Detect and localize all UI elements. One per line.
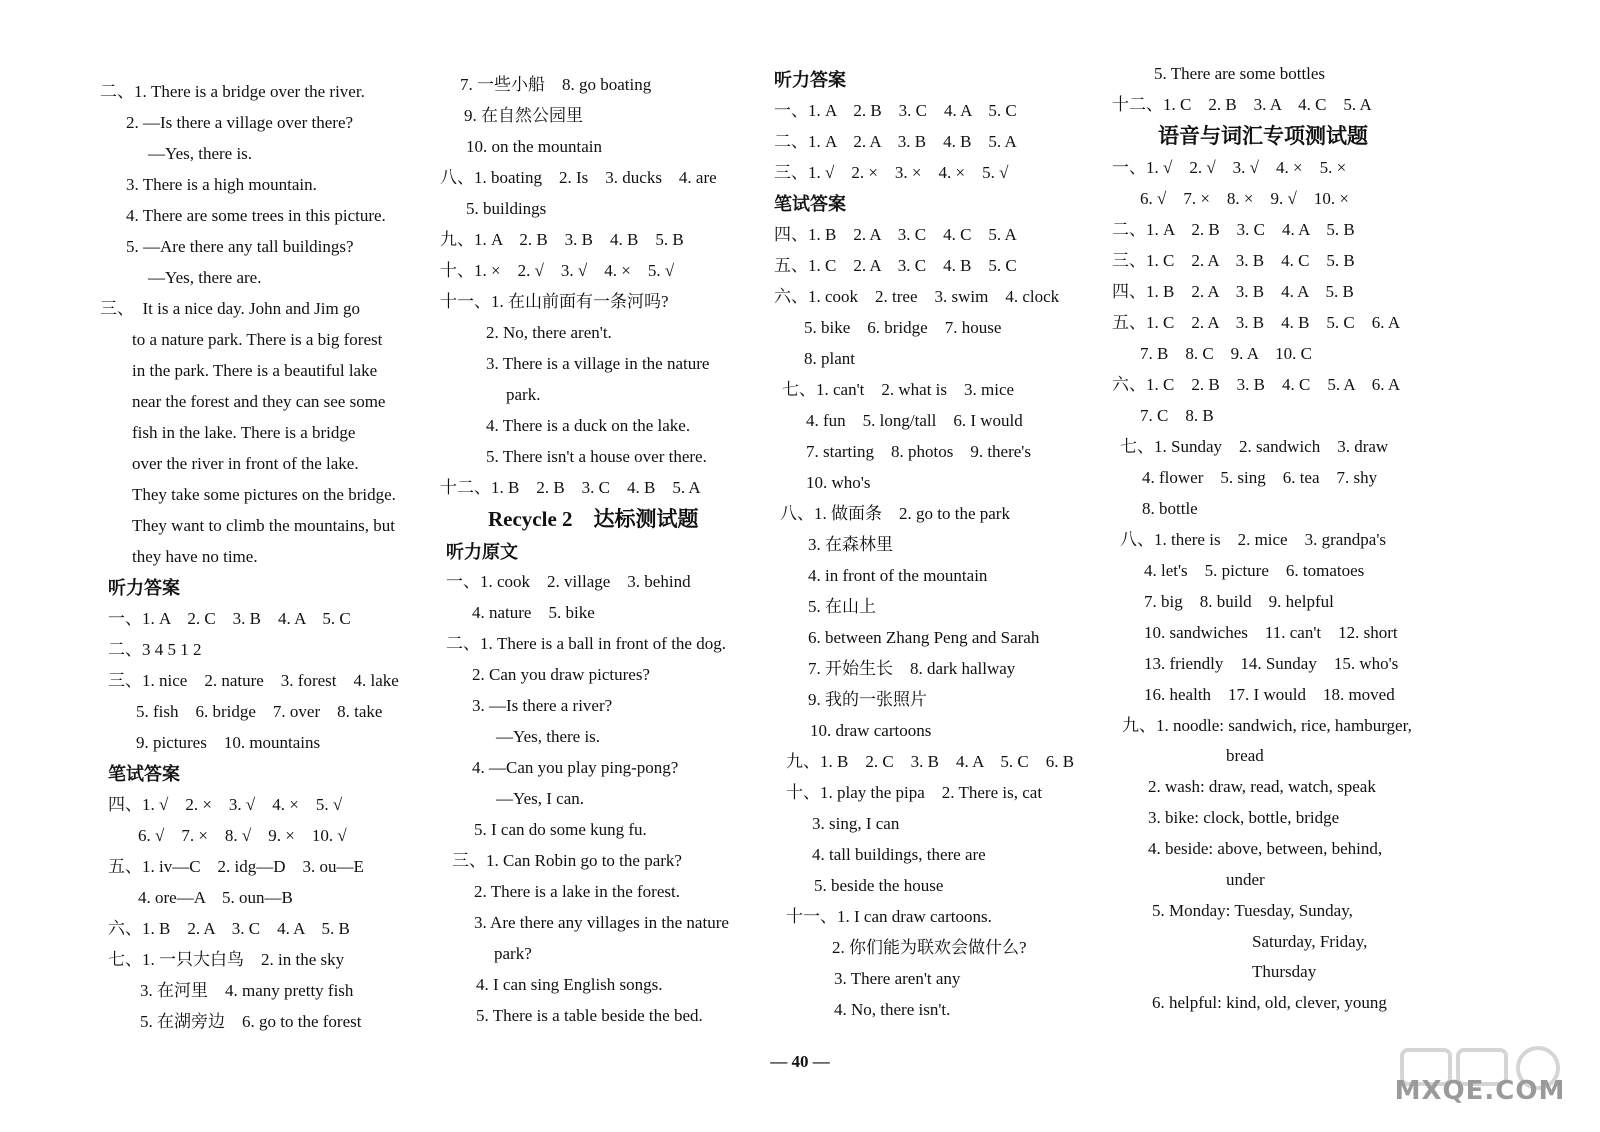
- answer-line: 9. pictures 10. mountains: [136, 733, 321, 752]
- answer-line: 10. draw cartoons: [810, 721, 932, 740]
- answer-line: 4. beside: above, between, behind,: [1148, 839, 1383, 858]
- answer-line: 九、1. B 2. C 3. B 4. A 5. C 6. B: [786, 752, 1075, 771]
- answer-line: 听力答案: [108, 578, 180, 598]
- answer-line: 笔试答案: [108, 764, 180, 784]
- answer-line: 四、1. √ 2. × 3. √ 4. × 5. √: [108, 795, 343, 814]
- answer-line: 5. beside the house: [814, 876, 944, 895]
- answer-line: 七、1. can't 2. what is 3. mice: [782, 380, 1015, 399]
- answer-line: —Yes, there is.: [148, 144, 253, 163]
- answer-line: 4. No, there isn't.: [834, 1000, 951, 1019]
- answer-line: under: [1226, 870, 1265, 889]
- answer-line: 5. —Are there any tall buildings?: [126, 237, 354, 256]
- answer-line: 十二、1. C 2. B 3. A 4. C 5. A: [1112, 95, 1372, 114]
- answer-line: 2. wash: draw, read, watch, speak: [1148, 777, 1376, 796]
- answer-line: 一、1. cook 2. village 3. behind: [446, 572, 691, 591]
- answer-line: 10. who's: [806, 473, 871, 492]
- answer-line: 5. There isn't a house over there.: [486, 447, 707, 466]
- answer-line: 3. —Is there a river?: [472, 696, 613, 715]
- answer-line: 7. C 8. B: [1140, 406, 1214, 425]
- answer-line: 二、1. There is a ball in front of the dog.: [446, 634, 726, 653]
- answer-line: 2. —Is there a village over there?: [126, 113, 354, 132]
- answer-line: 5. 在山上: [808, 597, 876, 616]
- answer-line: 二、1. A 2. B 3. C 4. A 5. B: [1112, 220, 1355, 239]
- answer-line: 听力答案: [774, 70, 846, 90]
- answer-line: 7. big 8. build 9. helpful: [1144, 592, 1334, 611]
- answer-line: 3. There is a high mountain.: [126, 175, 317, 194]
- answer-line: 7. 开始生长 8. dark hallway: [808, 659, 1016, 678]
- answer-line: 二、1. There is a bridge over the river.: [100, 82, 365, 101]
- answer-line: 16. health 17. I would 18. moved: [1144, 685, 1395, 704]
- answer-line: 三、1. C 2. A 3. B 4. C 5. B: [1112, 251, 1355, 270]
- answer-line: to a nature park. There is a big forest: [132, 330, 383, 349]
- answer-line: 二、1. A 2. A 3. B 4. B 5. A: [774, 132, 1017, 151]
- answer-line: 2. There is a lake in the forest.: [474, 882, 680, 901]
- answer-line: 十、1. play the pipa 2. There is, cat: [786, 783, 1043, 802]
- answer-line: 4. There are some trees in this picture.: [126, 206, 386, 225]
- answer-line: 一、1. √ 2. √ 3. √ 4. × 5. ×: [1112, 158, 1347, 177]
- answer-line: 七、1. Sunday 2. sandwich 3. draw: [1120, 437, 1389, 456]
- answer-line: Recycle 2 达标测试题: [488, 507, 699, 531]
- answer-line: near the forest and they can see some: [132, 392, 386, 411]
- answer-line: Thursday: [1252, 962, 1317, 981]
- answer-line: 3. Are there any villages in the nature: [474, 913, 729, 932]
- answer-line: 3. bike: clock, bottle, bridge: [1148, 808, 1340, 827]
- answer-line: They want to climb the mountains, but: [132, 516, 395, 535]
- answer-line: 3. sing, I can: [812, 814, 900, 833]
- answer-line: 三、1. Can Robin go to the park?: [452, 851, 682, 870]
- answer-line: 8. plant: [804, 349, 855, 368]
- answer-line: 3. 在河里 4. many pretty fish: [140, 981, 354, 1000]
- answer-line: park?: [494, 944, 532, 963]
- answer-line: 三、1. nice 2. nature 3. forest 4. lake: [108, 671, 399, 690]
- answer-line: fish in the lake. There is a bridge: [132, 423, 356, 442]
- answer-line: over the river in front of the lake.: [132, 454, 359, 473]
- answer-line: 五、1. iv—C 2. idg—D 3. ou—E: [108, 857, 364, 876]
- answer-line: 4. let's 5. picture 6. tomatoes: [1144, 561, 1365, 580]
- answer-column-3: [774, 0, 1144, 1132]
- answer-line: 6. between Zhang Peng and Sarah: [808, 628, 1040, 647]
- answer-line: 六、1. C 2. B 3. B 4. C 5. A 6. A: [1112, 375, 1401, 394]
- answer-line: 4. —Can you play ping-pong?: [472, 758, 679, 777]
- answer-line: 2. No, there aren't.: [486, 323, 612, 342]
- answer-line: 听力原文: [446, 542, 518, 562]
- answer-line: 4. There is a duck on the lake.: [486, 416, 691, 435]
- answer-line: 4. fun 5. long/tall 6. I would: [806, 411, 1023, 430]
- answer-line: —Yes, there are.: [148, 268, 262, 287]
- answer-line: 13. friendly 14. Sunday 15. who's: [1144, 654, 1399, 673]
- answer-line: 六、1. B 2. A 3. C 4. A 5. B: [108, 919, 350, 938]
- answer-line: 5. 在湖旁边 6. go to the forest: [140, 1012, 362, 1031]
- answer-line: park.: [506, 385, 541, 404]
- answer-line: bread: [1226, 746, 1264, 765]
- answer-line: 五、1. C 2. A 3. C 4. B 5. C: [774, 256, 1017, 275]
- answer-line: 5. There is a table beside the bed.: [476, 1006, 703, 1025]
- answer-line: 2. 你们能为联欢会做什么?: [832, 938, 1027, 957]
- answer-line: 4. flower 5. sing 6. tea 7. shy: [1142, 468, 1378, 487]
- answer-line: 3. 在森林里: [808, 535, 893, 554]
- answer-line: 5. buildings: [466, 199, 547, 218]
- watermark-text: MXQE.COM: [1394, 1076, 1566, 1106]
- answer-line: 3. There is a village in the nature: [486, 354, 710, 373]
- answer-line: 5. bike 6. bridge 7. house: [804, 318, 1002, 337]
- answer-line: 2. Can you draw pictures?: [472, 665, 650, 684]
- answer-line: 一、1. A 2. C 3. B 4. A 5. C: [108, 609, 351, 628]
- answer-line: 五、1. C 2. A 3. B 4. B 5. C 6. A: [1112, 313, 1401, 332]
- answer-line: 9. 在自然公园里: [464, 106, 583, 125]
- answer-line: —Yes, I can.: [496, 789, 584, 808]
- answer-line: 5. There are some bottles: [1154, 64, 1326, 83]
- answer-line: 七、1. 一只大白鸟 2. in the sky: [108, 950, 345, 969]
- answer-line: 九、1. noodle: sandwich, rice, hamburger,: [1122, 716, 1412, 735]
- answer-line: Saturday, Friday,: [1252, 932, 1368, 951]
- answer-line: 三、1. √ 2. × 3. × 4. × 5. √: [774, 163, 1009, 182]
- answer-line: 笔试答案: [774, 194, 846, 214]
- answer-line: 十、1. × 2. √ 3. √ 4. × 5. √: [440, 261, 675, 280]
- answer-line: 4. in front of the mountain: [808, 566, 988, 585]
- answer-line: 7. B 8. C 9. A 10. C: [1140, 344, 1312, 363]
- answer-line: 10. sandwiches 11. can't 12. short: [1144, 623, 1398, 642]
- answer-line: 4. I can sing English songs.: [476, 975, 663, 994]
- answer-line: 5. fish 6. bridge 7. over 8. take: [136, 702, 383, 721]
- answer-line: 6. √ 7. × 8. √ 9. × 10. √: [138, 826, 347, 845]
- answer-line: 9. 我的一张照片: [808, 690, 927, 709]
- answer-line: 三、 It is a nice day. John and Jim go: [100, 299, 360, 318]
- answer-line: 十二、1. B 2. B 3. C 4. B 5. A: [440, 478, 701, 497]
- answer-column-4: [1112, 0, 1482, 1132]
- answer-line: 7. 一些小船 8. go boating: [460, 75, 652, 94]
- answer-line: 二、3 4 5 1 2: [108, 640, 202, 659]
- answer-line: 8. bottle: [1142, 499, 1198, 518]
- answer-line: they have no time.: [132, 547, 258, 566]
- answer-line: 四、1. B 2. A 3. B 4. A 5. B: [1112, 282, 1354, 301]
- answer-line: 6. helpful: kind, old, clever, young: [1152, 993, 1387, 1012]
- answer-line: They take some pictures on the bridge.: [132, 485, 396, 504]
- answer-line: 5. Monday: Tuesday, Sunday,: [1152, 901, 1353, 920]
- answer-line: 10. on the mountain: [466, 137, 602, 156]
- answer-line: 语音与词汇专项测试题: [1158, 124, 1368, 148]
- answer-line: 7. starting 8. photos 9. there's: [806, 442, 1031, 461]
- answer-line: 6. √ 7. × 8. × 9. √ 10. ×: [1140, 189, 1349, 208]
- answer-line: 3. There aren't any: [834, 969, 961, 988]
- page-number: — 40 —: [770, 1052, 830, 1071]
- answer-line: 4. ore—A 5. oun—B: [138, 888, 293, 907]
- answer-line: 4. nature 5. bike: [472, 603, 595, 622]
- answer-column-2: [440, 0, 810, 1132]
- answer-line: in the park. There is a beautiful lake: [132, 361, 378, 380]
- answer-line: —Yes, there is.: [496, 727, 601, 746]
- answer-line: 四、1. B 2. A 3. C 4. C 5. A: [774, 225, 1017, 244]
- answer-line: 八、1. there is 2. mice 3. grandpa's: [1120, 530, 1387, 549]
- answer-line: 一、1. A 2. B 3. C 4. A 5. C: [774, 101, 1017, 120]
- answer-line: 十一、1. 在山前面有一条河吗?: [440, 292, 669, 311]
- answer-line: 九、1. A 2. B 3. B 4. B 5. B: [440, 230, 684, 249]
- answer-line: 八、1. 做面条 2. go to the park: [780, 504, 1010, 523]
- answer-line: 八、1. boating 2. Is 3. ducks 4. are: [440, 168, 717, 187]
- answer-column-1: [100, 0, 470, 1132]
- answer-line: 5. I can do some kung fu.: [474, 820, 647, 839]
- answer-line: 4. tall buildings, there are: [812, 845, 986, 864]
- answer-line: 六、1. cook 2. tree 3. swim 4. clock: [774, 287, 1060, 306]
- answer-line: 十一、1. I can draw cartoons.: [786, 907, 992, 926]
